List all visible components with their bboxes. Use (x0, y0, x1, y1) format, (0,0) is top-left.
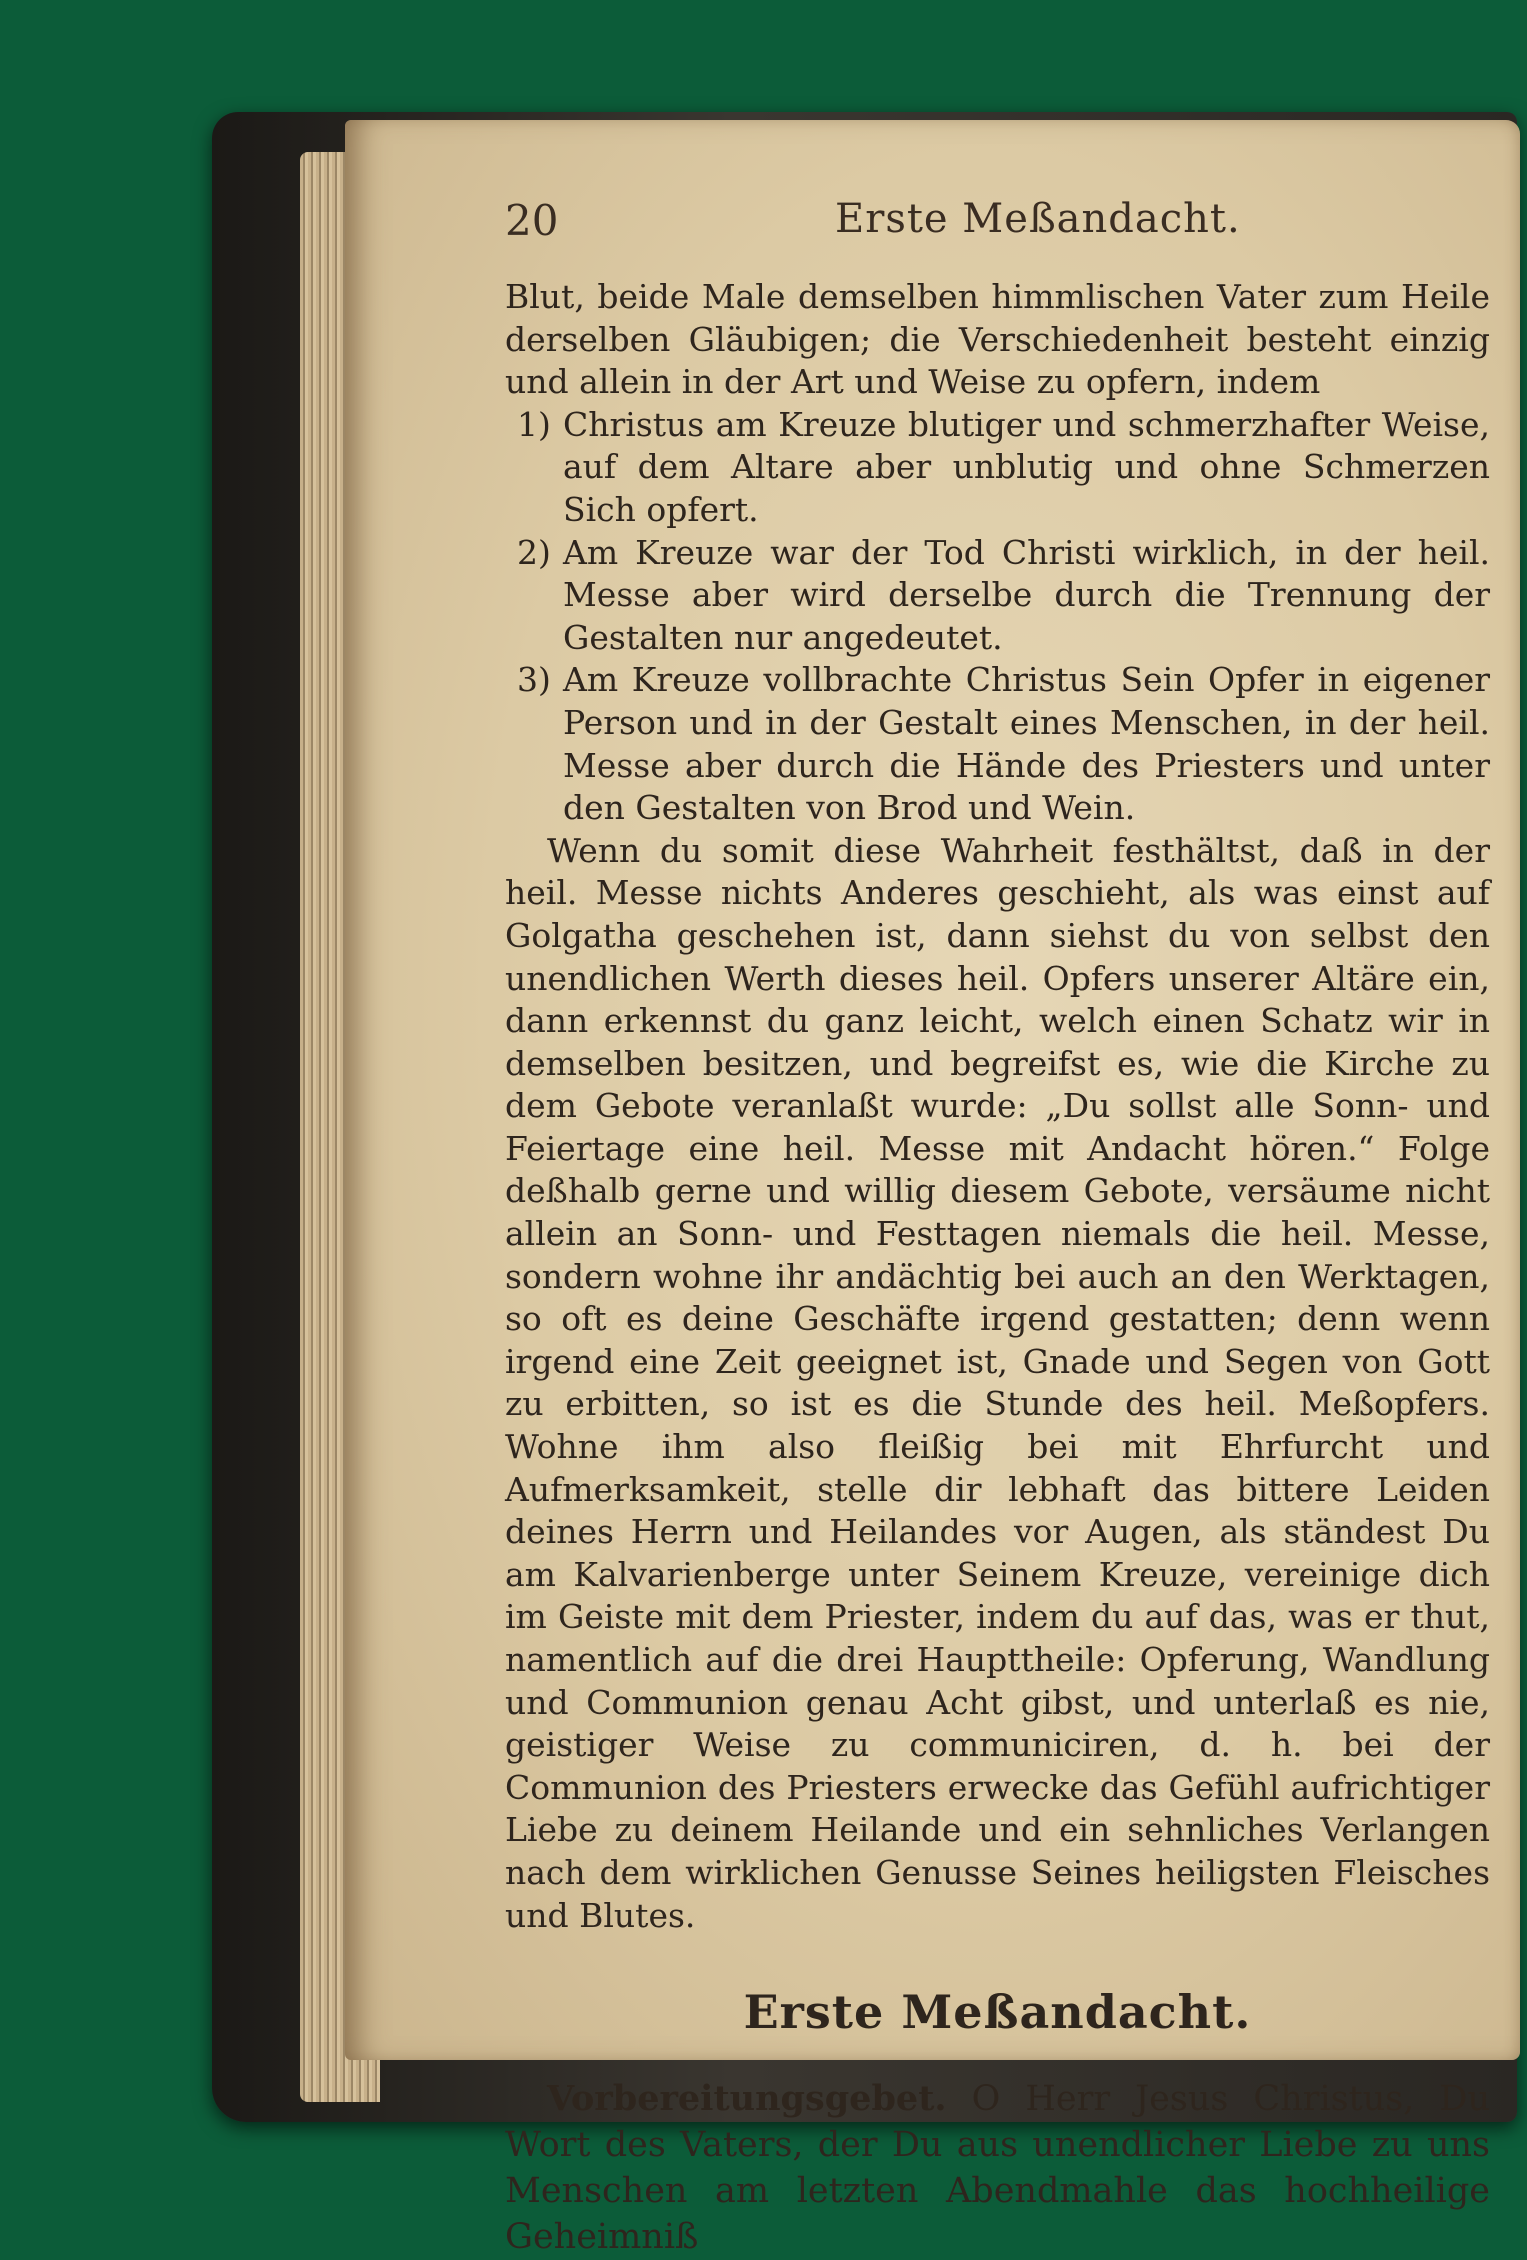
prayer-paragraph (505, 2076, 1490, 2260)
list-item (505, 532, 1490, 660)
section-title: Erste Meßandacht. (743, 1985, 1252, 2040)
list-item-number: 2) (517, 532, 551, 572)
main-paragraph: Wenn du somit diese Wahrheit festhältst, daß in der heil. Messe nichts Anderes geschieht, als was einst auf Golgatha geschehen ist, dann siehst du von selbst den unendlichen Werth dieses heil. Opfers unserer Altäre ein, dann erkennst du ganz leicht, welch einen Schatz wir in demselben besitzen, und begreifst es, wie die Kirche zu dem Gebote veranlaßt wurde: „Du sollst alle Sonn- und Feiertage eine heil. Messe mit Andacht hören.“ Folge deßhalb gerne und willig diesem Gebote, versäume nicht allein an Sonn- und Festtagen niemals die heil. Messe, sondern wohne ihr andächtig bei auch an den Werktagen, so oft es deine Geschäfte irgend gestatten; denn wenn irgend eine Zeit geeignet ist, Gnade und Segen von Gott zu erbitten, so ist es die Stunde des heil. Meßopfers. Wohne ihm also fleißig bei mit Ehrfurcht und Aufmerksamkeit, stelle dir lebhaft das bittere Leiden deines Herrn und Heilandes vor Augen, als ständest Du am Kalvarienberge unter Seinem Kreuze, vereinige dich im Geiste mit dem Priester, indem du auf das, was er thut, namentlich auf die drei Haupttheile: Opferung, Wandlung und Communion genau Acht gibst, und unterlaß es nie, geistiger Weise zu communiciren, d. h. bei der Communion des Priesters erwecke das Gefühl aufrichtiger Liebe zu deinem Heilande und ein sehnliches Verlangen nach dem wirklichen Genusse Seines heiligsten Fleisches und Blutes. (505, 830, 1490, 1935)
running-head (505, 196, 1490, 256)
page-number: 20 (505, 196, 559, 245)
list-item-text: Christus am Kreuze blutiger und schmerzhafter Weise, auf dem Altare aber unblutig und ohne Schmerzen Sich opfert. (563, 404, 1490, 529)
intro-paragraph: Blut, beide Male demselben himmlischen Vater zum Heile derselben Gläubigen; die Verschiedenheit besteht einzig und allein in der Art und Weise zu opfern, indem (505, 277, 1490, 402)
points-list (505, 404, 1490, 830)
prayer-text: O Herr Jesus Christus, Du Wort des Vaters, der Du aus unendlicher Liebe zu uns Menschen am letzten Abendmahle das hochheilige Geheimniß (505, 2078, 1490, 2257)
list-item-number: 1) (517, 404, 551, 444)
running-head-title: Erste Meßandacht. (835, 196, 1241, 242)
list-item-text: Am Kreuze war der Tod Christi wirklich, in der heil. Messe aber wird derselbe durch die Trennung der Gestalten nur angedeutet. (563, 532, 1490, 657)
list-item-text: Am Kreuze vollbrachte Christus Sein Opfer in eigener Person und in der Gestalt eines Menschen, in der heil. Messe aber durch die Hände des Priesters und unter den Gestalten von Brod und Wein. (563, 660, 1490, 828)
list-item (505, 404, 1490, 532)
text-block (505, 276, 1490, 2260)
prayer-label: Vorbereitungsgebet. (547, 2077, 947, 2119)
list-item-number: 3) (517, 660, 551, 700)
list-item (505, 659, 1490, 829)
